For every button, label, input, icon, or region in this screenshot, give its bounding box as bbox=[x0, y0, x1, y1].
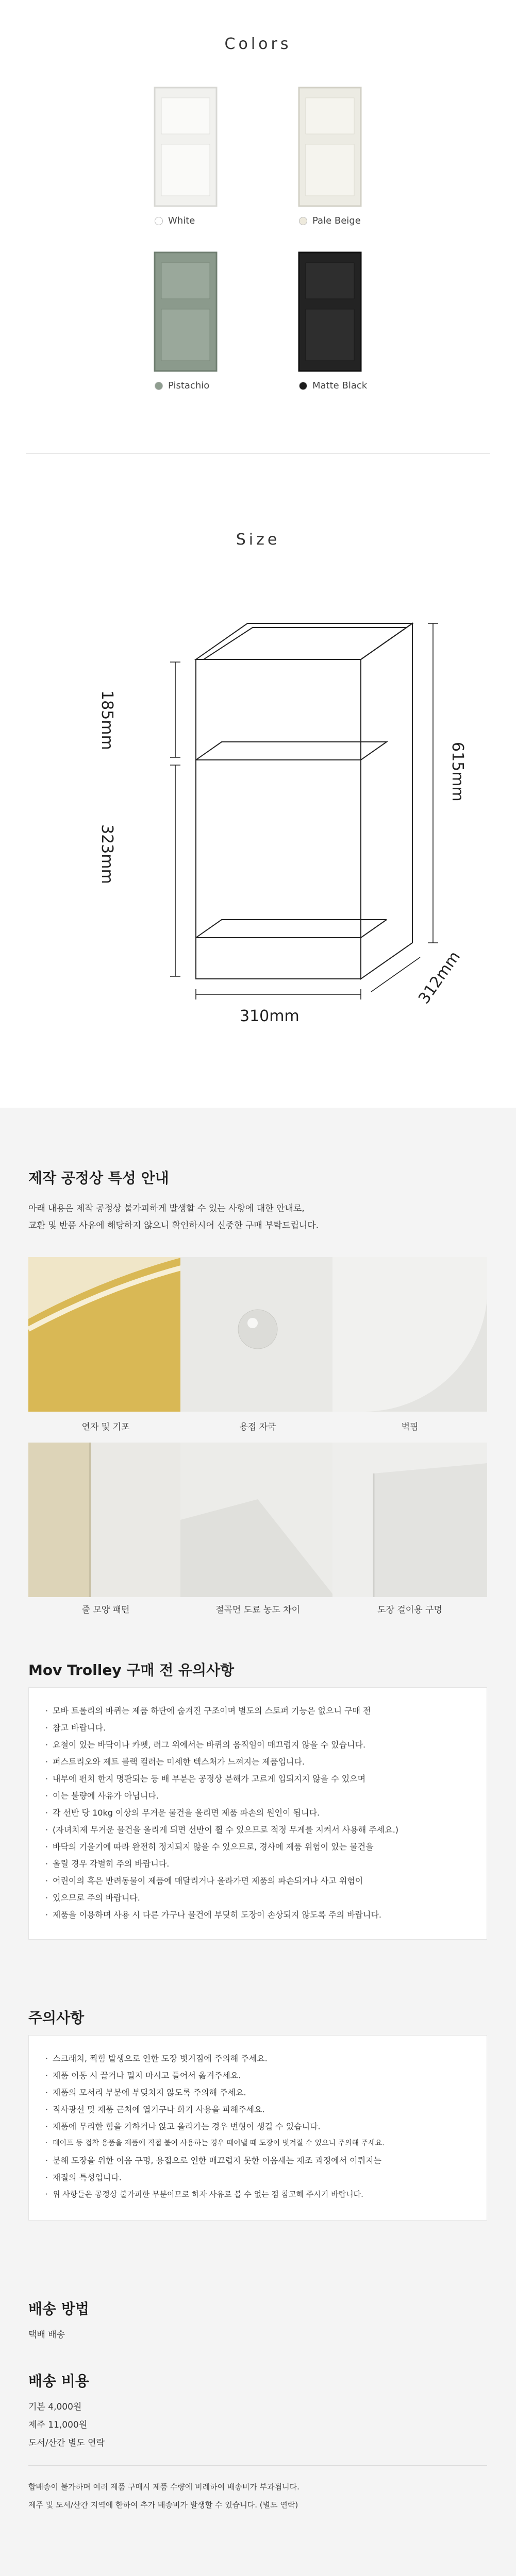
manufacturing-intro-2: 교환 및 반품 사유에 해당하지 않으니 확인하시어 신중한 구매 부탁드립니다. bbox=[28, 1221, 319, 1231]
delivery-note-2: 제주 및 도서/산간 지역에 한하여 추가 배송비가 발생할 수 있습니다. (별도 연락) bbox=[28, 2500, 298, 2510]
trolley-precautions-card bbox=[28, 1687, 487, 1940]
color-name: Pale Beige bbox=[312, 215, 361, 226]
swatch-pale-beige bbox=[271, 77, 389, 211]
colors-title: Colors bbox=[224, 35, 292, 53]
precautions-card bbox=[28, 2035, 487, 2221]
list-item: · 바닥의 기울기에 따라 완전히 정지되지 않을 수 있으므로, 경사에 제품 위험이 있는 물건을 bbox=[45, 1838, 470, 1855]
delivery-method: 택배 배송 bbox=[28, 2330, 65, 2340]
delivery-method-title: 배송 방법 bbox=[28, 2300, 89, 2317]
color-dot bbox=[299, 382, 307, 390]
list-item: · 어린이의 혹은 반려동물이 제품에 매달리거나 올라가면 제품의 파손되거나 사고 위험이 bbox=[45, 1872, 470, 1889]
photo-caption: 도장 걸이용 구멍 bbox=[377, 1605, 442, 1615]
shelf-icon bbox=[126, 242, 245, 376]
swatch-label-pale-beige bbox=[299, 215, 361, 226]
list-item: · 테이프 등 접착 용품을 제품에 직접 붙여 사용하는 경우 떼어낼 때 도장이 벗겨질 수 있으니 주의해 주세요. bbox=[45, 2135, 470, 2152]
list-item: · 제품에 무리한 힘을 가하거나 앉고 올라가는 경우 변형이 생길 수 있습니다. bbox=[45, 2118, 470, 2135]
list-item: · 참고 바랍니다. bbox=[45, 1719, 470, 1736]
delivery-note-1: 합배송이 불가하며 여러 제품 구매시 제품 수량에 비례하여 배송비가 부과됩니다. bbox=[28, 2482, 299, 2492]
manufacturing-title: 제작 공정상 특성 안내 bbox=[28, 1170, 169, 1187]
photo-caption: 용접 자국 bbox=[239, 1422, 276, 1432]
swatch-matte-black bbox=[271, 242, 389, 376]
delivery-cost-title: 배송 비용 bbox=[28, 2372, 89, 2389]
list-item: · 제품의 모서리 부분에 부딪치지 않도록 주의해 주세요. bbox=[45, 2084, 470, 2101]
size-diagram bbox=[77, 582, 448, 1046]
photo-caption: 줄 모양 패턴 bbox=[81, 1605, 130, 1615]
list-item: · 있으므로 주의 바랍니다. bbox=[45, 1889, 470, 1906]
color-name: White bbox=[168, 215, 195, 226]
list-item: · 제품 이동 시 끌거나 밀지 마시고 들어서 옮겨주세요. bbox=[45, 2067, 470, 2084]
trolley-precautions-title: Mov Trolley 구매 전 유의사항 bbox=[28, 1662, 235, 1679]
list-item: · 재질의 특성입니다. bbox=[45, 2169, 470, 2186]
precautions-title: 주의사항 bbox=[28, 2009, 85, 2026]
list-item: · 스크래치, 찍힘 발생으로 인한 도장 벗겨짐에 주의해 주세요. bbox=[45, 2050, 470, 2067]
color-dot bbox=[299, 217, 307, 225]
shelf-icon bbox=[271, 242, 389, 376]
dim-upper: 185mm bbox=[98, 690, 116, 750]
swatch-label-matte-black bbox=[299, 380, 367, 391]
shelf-icon bbox=[271, 77, 389, 211]
shelf-icon bbox=[126, 77, 245, 211]
list-item: · 올릴 경우 각별히 주의 바랍니다. bbox=[45, 1855, 470, 1872]
size-title: Size bbox=[236, 531, 280, 549]
dim-height: 615mm bbox=[448, 742, 467, 802]
divider bbox=[28, 2465, 487, 2466]
list-item: · 직사광선 및 제품 근처에 열기구나 화기 사용을 피해주세요. bbox=[45, 2101, 470, 2118]
photo-caption: 연자 및 기포 bbox=[81, 1422, 130, 1432]
list-item: · 요철이 있는 바닥이나 카펫, 러그 위에서는 바퀴의 움직임이 매끄럽지 않을 수 있습니다. bbox=[45, 1736, 470, 1753]
list-item: · 분해 도장을 위한 이음 구멍, 용접으로 인한 매끄럽지 못한 이음새는 제조 과정에서 이뤄지는 bbox=[45, 2152, 470, 2169]
photo-bubbles bbox=[28, 1257, 183, 1412]
color-dot bbox=[155, 217, 163, 225]
color-name: Pistachio bbox=[168, 380, 210, 391]
list-item: · 각 선반 당 10kg 이상의 무거운 물건을 올리면 제품 파손의 원인이 됩니다. bbox=[45, 1804, 470, 1821]
photo-weld bbox=[180, 1257, 335, 1412]
color-name: Matte Black bbox=[312, 380, 368, 391]
swatch-label-pistachio bbox=[155, 380, 209, 391]
delivery-cost-basic: 기본 4,000원 bbox=[28, 2402, 82, 2412]
photo-caption: 절곡면 도료 농도 차이 bbox=[215, 1605, 300, 1615]
list-item: · 이는 불량에 사유가 아닙니다. bbox=[45, 1787, 470, 1804]
manufacturing-intro-1: 아래 내용은 제작 공정상 불가피하게 발생할 수 있는 사항에 대한 안내로, bbox=[28, 1204, 305, 1214]
dim-depth: 312mm bbox=[415, 948, 464, 1008]
dim-width: 310mm bbox=[240, 1007, 299, 1025]
list-item: · 제품을 이용하며 사용 시 다른 가구나 물건에 부딪히 도장이 손상되지 않도록 주의 바랍니다. bbox=[45, 1906, 470, 1923]
photo-bend bbox=[180, 1443, 335, 1597]
swatch-pistachio bbox=[126, 242, 245, 376]
delivery-cost-remote: 도서/산간 별도 연락 bbox=[28, 2438, 105, 2448]
list-item: · 위 사항들은 공정상 불가피한 부분이므로 하자 사유로 볼 수 없는 점 참고해 주시기 바랍니다. bbox=[45, 2186, 470, 2203]
dim-lower: 323mm bbox=[98, 824, 116, 884]
list-item: · 퍼스트리오와 제트 블랙 컬러는 미세한 텍스처가 느껴지는 제품입니다. bbox=[45, 1753, 470, 1770]
photo-peel bbox=[332, 1257, 487, 1412]
photo-line-pattern bbox=[28, 1443, 183, 1597]
divider bbox=[26, 453, 490, 454]
swatch-white bbox=[126, 77, 245, 211]
list-item: · 내부에 펀치 한지 명판되는 등 배 부분은 공정상 분해가 고르게 입되지지 않을 수 있으며 bbox=[45, 1770, 470, 1787]
photo-caption: 벽핌 bbox=[401, 1422, 419, 1432]
list-item: · 모바 트롤리의 바퀴는 제품 하단에 숨겨진 구조이며 별도의 스토퍼 기능은 없으니 구매 전 bbox=[45, 1702, 470, 1719]
list-item: · (자녀치제 무거운 물건을 올리게 되면 선반이 휠 수 있으므로 적정 무게를 지켜서 사용해 주세요.) bbox=[45, 1821, 470, 1838]
photo-hole bbox=[332, 1443, 487, 1597]
color-dot bbox=[155, 382, 163, 390]
swatch-label-white bbox=[155, 215, 195, 226]
delivery-cost-jeju: 제주 11,000원 bbox=[28, 2420, 88, 2430]
